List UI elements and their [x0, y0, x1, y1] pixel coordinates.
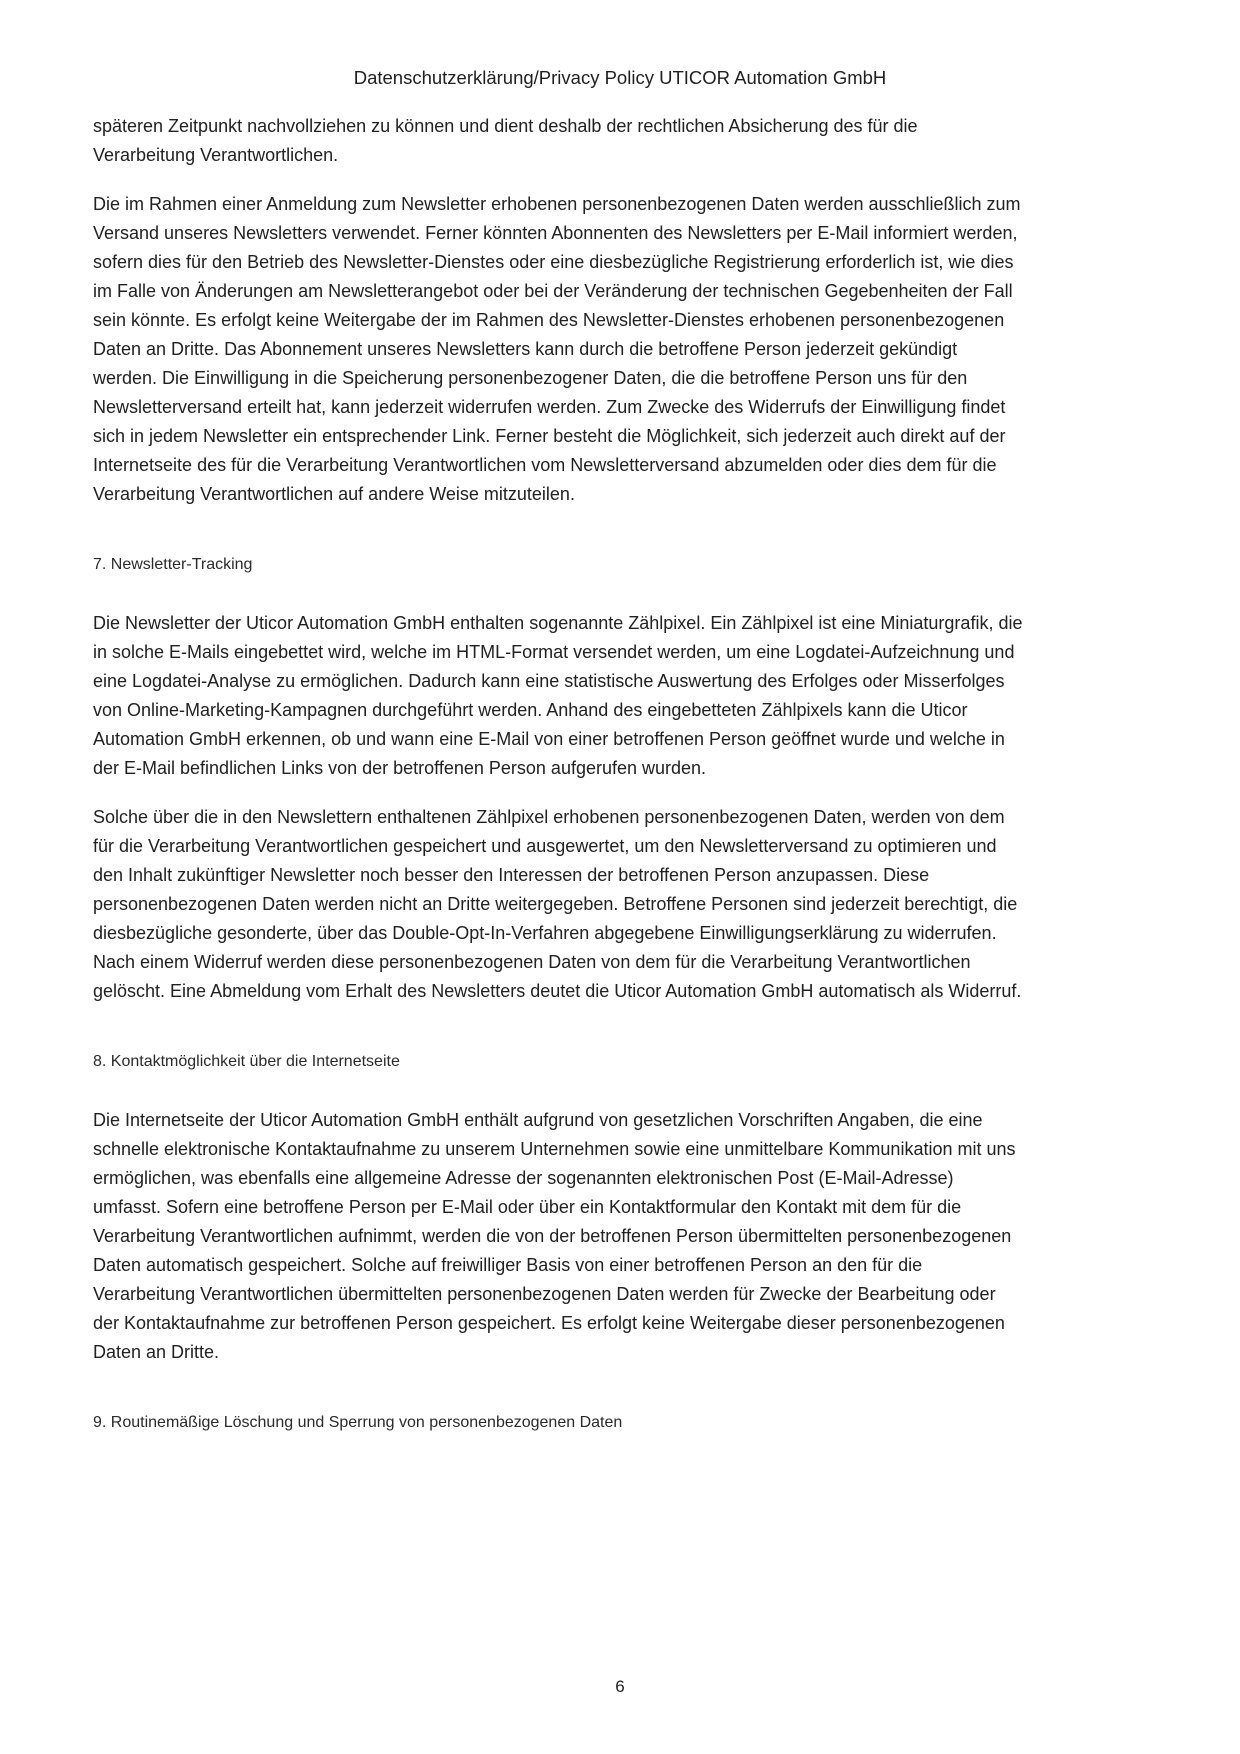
section-heading: 9. Routinemäßige Löschung und Sperrung von personenbezogenen Daten	[93, 1414, 623, 1431]
document-body	[93, 112, 1023, 1467]
body-paragraph: Solche über die in den Newslettern enthaltenen Zählpixel erhobenen personenbezogenen Daten, werden von dem für die Verarbeitung Verantwortlichen gespeichert und ausgewertet, um den Newsletterversand zu optimieren und den Inhalt zukünftiger Newsletter noch besser den Interessen der betroffenen Person anzupassen. Diese personenbezogenen Daten werden nicht an Dritte weitergegeben. Betroffene Personen sind jederzeit berechtigt, die diesbezügliche gesonderte, über das Double-Opt-In-Verfahren abgegebene Einwilligungserklärung zu widerrufen. Nach einem Widerruf werden diese personenbezogenen Daten von dem für die Verarbeitung Verantwortlichen gelöscht. Eine Abmeldung vom Erhalt des Newsletters deutet die Uticor Automation GmbH automatisch als Widerruf.	[93, 807, 1022, 1001]
body-paragraph: Die Internetseite der Uticor Automation GmbH enthält aufgrund von gesetzlichen Vorschriften Angaben, die eine schnelle elektronische Kontaktaufnahme zu unserem Unternehmen sowie eine unmittelbare Kommunikation mit uns ermöglichen, was ebenfalls eine allgemeine Adresse der sogenannten elektronischen Post (E-Mail-Adresse) umfasst. Sofern eine betroffene Person per E-Mail oder über ein Kontaktformular den Kontakt mit dem für die Verarbeitung Verantwortlichen aufnimmt, werden die von der betroffenen Person übermittelten personenbezogenen Daten automatisch gespeichert. Solche auf freiwilliger Basis von einer betroffenen Person an den für die Verarbeitung Verantwortlichen übermittelten personenbezogenen Daten werden für Zwecke der Bearbeitung oder der Kontaktaufnahme zur betroffenen Person gespeichert. Es erfolgt keine Weitergabe dieser personenbezogenen Daten an Dritte.	[93, 1110, 1016, 1362]
body-paragraph: späteren Zeitpunkt nachvollziehen zu können und dient deshalb der rechtlichen Absicherung des für die Verarbeitung Verantwortlichen.	[93, 116, 918, 165]
body-paragraph: Die Newsletter der Uticor Automation GmbH enthalten sogenannte Zählpixel. Ein Zählpixel ist eine Miniaturgrafik, die in solche E-Mails eingebettet wird, welche im HTML-Format versendet werden, um eine Logdatei-Aufzeichnung und eine Logdatei-Analyse zu ermöglichen. Dadurch kann eine statistische Auswertung des Erfolges oder Misserfolges von Online-Marketing-Kampagnen durchgeführt werden. Anhand des eingebetteten Zählpixels kann die Uticor Automation GmbH erkennen, ob und wann eine E-Mail von einer betroffenen Person geöffnet wurde und welche in der E-Mail befindlichen Links von der betroffenen Person aufgerufen wurden.	[93, 613, 1023, 778]
section-heading: 8. Kontaktmöglichkeit über die Internetseite	[93, 1053, 400, 1070]
document-title-header: Datenschutzerklärung/Privacy Policy UTICOR Automation GmbH	[353, 67, 887, 88]
body-paragraph: Die im Rahmen einer Anmeldung zum Newsletter erhobenen personenbezogenen Daten werden ausschließlich zum Versand unseres Newsletters verwendet. Ferner könnten Abonnenten des Newsletters per E-Mail informiert werden, sofern dies für den Betrieb des Newsletter-Dienstes oder eine diesbezügliche Registrierung erforderlich ist, wie dies im Falle von Änderungen am Newsletterangebot oder bei der Veränderung der technischen Gegebenheiten der Fall sein könnte. Es erfolgt keine Weitergabe der im Rahmen des Newsletter-Dienstes erhobenen personenbezogenen Daten an Dritte. Das Abonnement unseres Newsletters kann durch die betroffene Person jederzeit gekündigt werden. Die Einwilligung in die Speicherung personenbezogener Daten, die die betroffene Person uns für den Newsletterversand erteilt hat, kann jederzeit widerrufen werden. Zum Zwecke des Widerrufs der Einwilligung findet sich in jedem Newsletter ein entsprechender Link. Ferner besteht die Möglichkeit, sich jederzeit auch direkt auf der Internetseite des für die Verarbeitung Verantwortlichen vom Newsletterversand abzumelden oder dies dem für die Verarbeitung Verantwortlichen auf andere Weise mitzuteilen.	[93, 194, 1021, 504]
page-number: 6	[615, 1677, 625, 1696]
section-heading: 7. Newsletter-Tracking	[93, 556, 253, 573]
